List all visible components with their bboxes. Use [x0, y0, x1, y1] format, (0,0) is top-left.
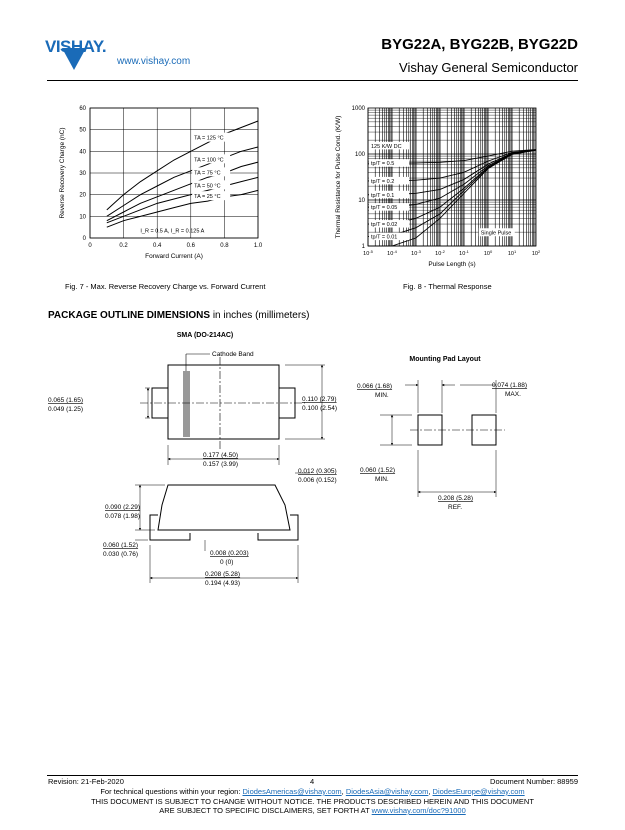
fig8-duty-label: 125 K/W DC [371, 143, 402, 150]
package-title: PACKAGE OUTLINE DIMENSIONS [48, 310, 211, 321]
dim-d6a: 0.060 (1.52) [103, 542, 139, 549]
fig7-caption: Fig. 7 - Max. Reverse Recovery Charge vs. Forward Current [65, 282, 266, 291]
fig8-y-tick: 10 [358, 198, 365, 204]
dim-d3a: 0.177 (4.50) [203, 452, 239, 459]
fig7-y-tick: 40 [79, 149, 86, 156]
email-sep-1: , [341, 787, 346, 796]
fig8-y-tick: 100 [354, 152, 365, 158]
page-title: BYG22A, BYG22B, BYG22D [381, 36, 578, 53]
fig8-x-label: Pulse Length (s) [428, 261, 476, 268]
fig7-y-tick: 10 [79, 214, 86, 221]
mounting-pad-label: Mounting Pad Layout [409, 356, 481, 363]
dim-p4b: REF. [448, 504, 463, 511]
email-sep-2: , [428, 787, 433, 796]
fig7-y-tick: 50 [79, 127, 86, 134]
fig7-y-tick: 20 [79, 192, 86, 199]
dim-d2a: 0.110 (2.79) [302, 396, 337, 403]
dim-p1b: MIN. [375, 392, 389, 399]
cathode-band [183, 371, 190, 437]
fig7-series-label: TA = 125 °C [194, 135, 224, 142]
fig7-series-label: TA = 25 °C [194, 194, 221, 201]
email-europe-link[interactable]: DiodesEurope@vishay.com [432, 787, 525, 796]
dim-p1a: 0.066 (1.68) [357, 383, 393, 390]
dim-d4b: 0.006 (0.152) [298, 477, 337, 484]
fig7-annotation: I_R = 0.5 A, I_R = 0.125 A [140, 228, 205, 235]
page-number: 4 [310, 777, 315, 786]
fig7-x-tick: 0.6 [186, 243, 195, 249]
fig8-duty-label: tp/T = 0.1 [371, 192, 395, 199]
fig7-series-line [107, 162, 258, 220]
fig7-y-tick: 60 [79, 106, 86, 112]
package-section-title [48, 310, 310, 321]
revision-text: Revision: 21-Feb-2020 [48, 777, 124, 786]
fig7-series-label: TA = 50 °C [194, 183, 221, 190]
cathode-band-label: Cathode Band [212, 351, 254, 358]
dim-d1b: 0.049 (1.25) [48, 406, 84, 413]
logo-text: VISHAY. [45, 37, 107, 56]
fig7-chart [52, 100, 272, 275]
dim-p2a: 0.074 (1.88) [492, 382, 528, 389]
dim-p3b: MIN. [375, 476, 389, 483]
fig8-y-label: Thermal Resistance for Pulse Cond. (K/W) [335, 115, 342, 239]
disclaimer-link[interactable]: www.vishay.com/doc?91000 [371, 806, 466, 815]
fig7-x-label: Forward Current (A) [145, 253, 203, 260]
fig8-x-tick: $10^0$ [483, 249, 493, 257]
email-americas-link[interactable]: DiodesAmericas@vishay.com [242, 787, 342, 796]
header-rule [47, 80, 578, 81]
dim-d3b: 0.157 (3.99) [203, 461, 239, 468]
document-number: Document Number: 88959 [490, 777, 578, 786]
fig8-x-tick: $10^{-2}$ [435, 249, 445, 257]
dim-d2b: 0.100 (2.54) [302, 405, 338, 412]
fig8-x-tick: $10^{-3}$ [411, 249, 421, 257]
dim-d1a: 0.065 (1.65) [48, 397, 84, 404]
dim-d8a: 0.208 (5.28) [205, 571, 241, 578]
dim-p2b: MAX. [505, 391, 521, 398]
dim-d5b: 0.078 (1.98) [105, 513, 141, 520]
dim-p3a: 0.060 (1.52) [360, 467, 396, 474]
fig8-x-tick: $10^2$ [531, 249, 541, 257]
fig8-single-pulse-label: Single Pulse [480, 230, 512, 237]
dim-d7b: 0 (0) [220, 559, 234, 566]
package-units: in inches (millimeters) [210, 310, 310, 321]
dim-d5a: 0.090 (2.29) [105, 504, 141, 511]
fig8-x-tick: $10^{-5}$ [363, 249, 373, 257]
fig7-x-tick: 0.8 [220, 243, 229, 249]
fig8-x-tick: $10^1$ [507, 249, 517, 257]
notice-line-2 [0, 806, 625, 815]
fig7-y-tick: 0 [82, 236, 86, 242]
sma-body-side [158, 485, 290, 530]
fig8-y-tick: 1000 [351, 106, 365, 112]
fig7-series-line [107, 177, 258, 223]
fig8-duty-label: tp/T = 0.5 [371, 161, 395, 168]
fig7-x-tick: 0.2 [119, 243, 128, 249]
fig7-x-tick: 0.4 [153, 243, 162, 249]
sma-label: SMA (DO-214AC) [176, 332, 234, 339]
email-asia-link[interactable]: DiodesAsia@vishay.com [345, 787, 429, 796]
fig7-y-label: Reverse Recovery Charge (nC) [59, 127, 66, 219]
fig8-y-tick: 1 [361, 244, 365, 250]
fig7-x-tick: 1.0 [253, 243, 263, 249]
fig8-duty-label: tp/T = 0.01 [371, 234, 398, 241]
fig8-x-tick: $10^{-4}$ [387, 249, 397, 257]
footer-rule [47, 775, 578, 776]
dim-d4a: 0.012 (0.305) [298, 468, 337, 475]
fig8-x-tick: $10^{-1}$ [459, 249, 469, 257]
tech-questions [0, 787, 625, 796]
tech-prefix: For technical questions within your region: [100, 787, 243, 796]
fig7-x-tick: 0 [88, 243, 92, 249]
fig8-caption: Fig. 8 - Thermal Response [403, 282, 492, 291]
fig7-series-label: TA = 100 °C [194, 157, 224, 164]
fig7-y-tick: 30 [79, 171, 86, 177]
fig8-duty-label: tp/T = 0.2 [371, 178, 395, 185]
fig8-duty-label: tp/T = 0.05 [371, 205, 398, 212]
page-subtitle: Vishay General Semiconductor [399, 60, 578, 75]
package-drawing [40, 325, 600, 595]
notice-line-1: THIS DOCUMENT IS SUBJECT TO CHANGE WITHOUT NOTICE. THE PRODUCTS DESCRIBED HEREIN AND THIS DOCUMENT [91, 797, 534, 806]
dim-d8b: 0.194 (4.93) [205, 580, 241, 587]
website-link[interactable]: www.vishay.com [117, 56, 191, 67]
dim-d7a: 0.008 (0.203) [210, 550, 249, 557]
fig8-duty-label: tp/T = 0.02 [371, 222, 398, 229]
dim-p4a: 0.208 (5.28) [438, 495, 474, 502]
fig8-chart [330, 100, 545, 275]
notice-prefix: ARE SUBJECT TO SPECIFIC DISCLAIMERS, SET FORTH AT [159, 806, 372, 815]
fig7-series-label: TA = 75 °C [194, 170, 221, 177]
dim-d6b: 0.030 (0.76) [103, 551, 139, 558]
